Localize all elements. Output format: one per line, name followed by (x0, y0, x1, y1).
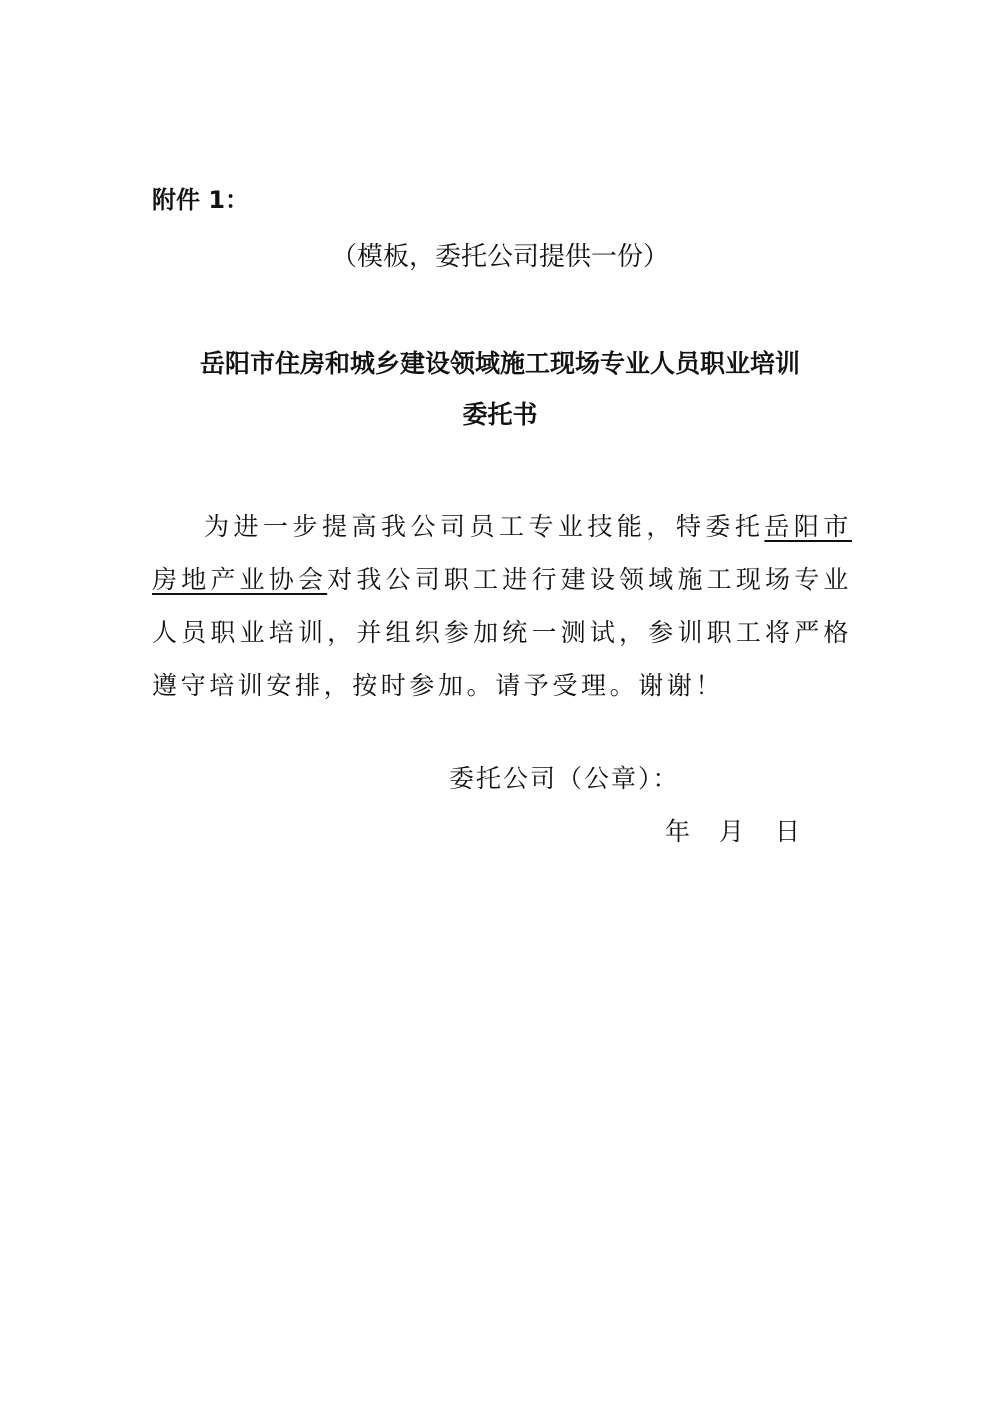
document-title-line1: 岳阳市住房和城乡建设领域施工现场专业人员职业培训 (199, 349, 800, 378)
entrusted-party: 岳阳市房地产业协会 (152, 512, 852, 594)
date-year: 年 (665, 817, 691, 846)
template-note: （模板，委托公司提供一份） (330, 242, 669, 272)
date-day: 日 (775, 817, 801, 846)
body-text-after: 对我公司职工进行建设领域施工现场专业人员职业培训，并组织参加统一测试，参训职工将严格遵守培训安排，按时参加。请予受理。谢谢！ (152, 565, 852, 700)
document-title-line2: 委托书 (462, 400, 538, 429)
signature-line: 委托公司（公章）： (449, 764, 680, 793)
attachment-label: 附件 1： (152, 186, 250, 214)
body-paragraph (152, 500, 852, 712)
date-line (665, 815, 800, 849)
date-month: 月 (719, 817, 745, 846)
body-text-before: 为进一步提高我公司员工专业技能，特委托 (204, 512, 765, 541)
